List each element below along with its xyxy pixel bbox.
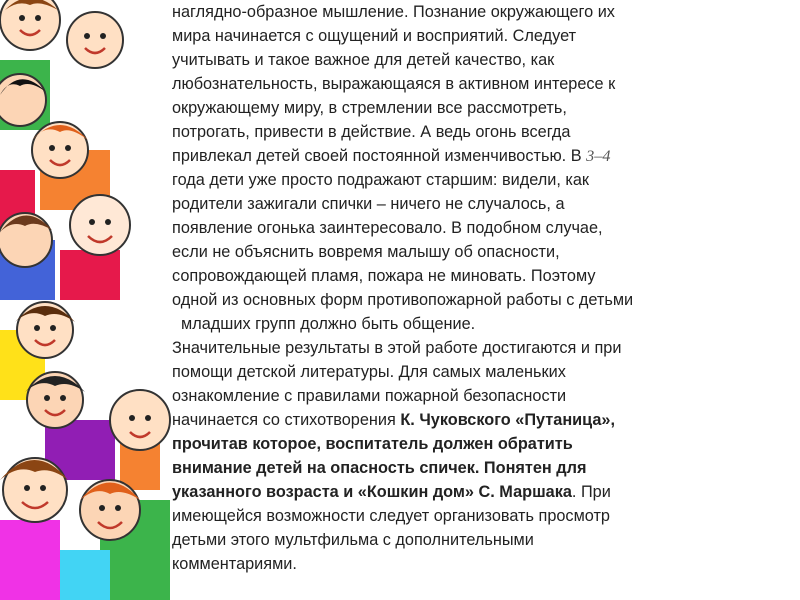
text-line [172, 408, 792, 432]
text-line: помощи детской литературы. Для самых маленьких [172, 363, 566, 381]
text-line [172, 432, 792, 456]
bold-span: указанного возраста и «Кошкин дом» С. Маршака [172, 483, 572, 501]
text-line: родители зажигали спички – ничего не случалось, а [172, 195, 565, 213]
text-span: привлекал детей своей постоянной изменчивостью. В [172, 147, 582, 165]
text-line: одной из основных форм противопожарной работы с детьми [172, 291, 634, 309]
text-line: любознательность, выражающаяся в активном интересе к [172, 75, 616, 93]
text-line: потрогать, привести в действие. А ведь огонь всегда [172, 123, 571, 141]
child-body-9 [60, 550, 110, 600]
child-face-2 [67, 12, 123, 68]
text-line: если не объяснить вовремя малышу об опасности, [172, 243, 560, 261]
text-line: мира начинается с ощущений и восприятий. Следует [172, 27, 577, 45]
text-span: начинается со стихотворения [172, 411, 401, 429]
text-line: сопровождающей пламя, пожара не миновать. Поэтому [172, 267, 596, 285]
cartoon-children-border [0, 0, 200, 600]
text-line: Значительные результаты в этой работе достигаются и при [172, 339, 622, 357]
age-range: 3–4 [586, 146, 611, 165]
text-line: детьми этого мультфильма с дополнительными [172, 531, 534, 549]
text-line [172, 480, 792, 504]
child-face-5 [70, 195, 130, 255]
text-line: учитывать и такое важное для детей качество, как [172, 51, 555, 69]
child-body-4 [60, 250, 120, 300]
child-face-1 [0, 0, 60, 50]
bold-span: К. Чуковского «Путаница», [400, 411, 615, 429]
text-line: года дети уже просто подражают старшим: видели, как [172, 171, 590, 189]
text-line: ознакомление с правилами пожарной безопасности [172, 387, 567, 405]
text-line [172, 456, 792, 480]
bold-span: прочитав которое, воспитатель должен обратить [172, 435, 573, 453]
article-text [172, 0, 792, 576]
text-line [172, 144, 792, 168]
text-span: . При [571, 483, 611, 501]
text-line: окружающему миру, в стремлении все рассмотреть, [172, 99, 567, 117]
text-line: младших групп должно быть общение. [172, 315, 476, 333]
text-line: имеющейся возможности следует организовать просмотр [172, 507, 610, 525]
bold-span: внимание детей на опасность спичек. Понятен для [172, 459, 587, 477]
child-face-9 [110, 390, 170, 450]
text-line: наглядно-образное мышление. Познание окружающего их [172, 3, 615, 21]
text-line: появление огонька заинтересовало. В подобном случае, [172, 219, 603, 237]
text-line: комментариями. [172, 555, 297, 573]
child-body-8 [0, 520, 60, 600]
